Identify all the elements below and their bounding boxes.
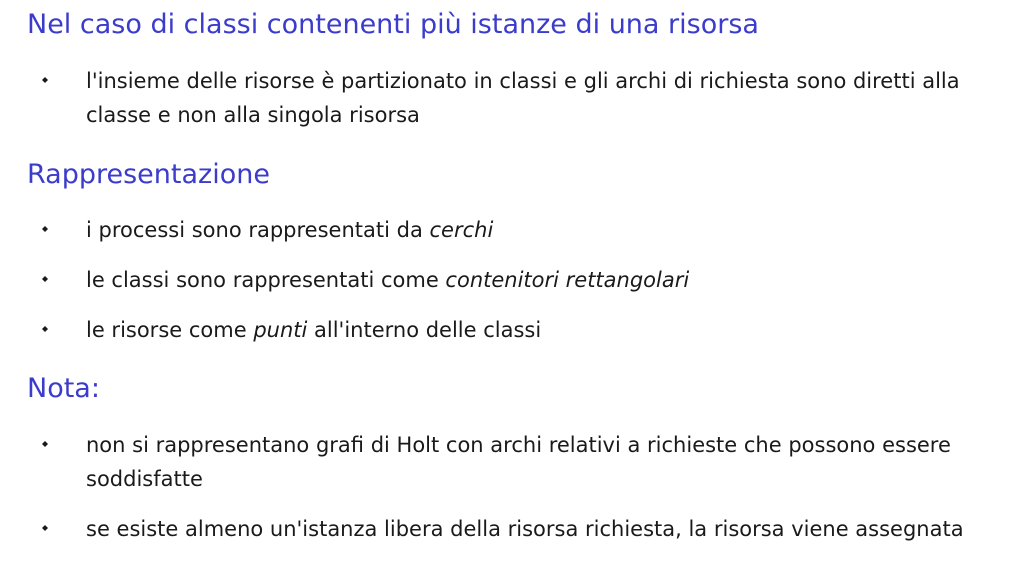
text-run: se esiste almeno un'istanza libera della risorsa richiesta, la risorsa viene assegnata — [86, 517, 964, 541]
text-run: all'interno delle classi — [307, 318, 542, 342]
text-run: non si rappresentano grafi di Holt con archi relativi a richieste che possono essere soddisfatte — [86, 433, 951, 491]
text-run: le classi sono rappresentati come — [86, 268, 446, 292]
section-heading: Nota: — [27, 373, 100, 404]
list-item-text — [86, 64, 1021, 132]
text-run: le risorse come — [86, 318, 254, 342]
section-heading: Nel caso di classi contenenti più istanze di una risorsa — [27, 9, 759, 40]
list-item-text — [86, 263, 1021, 297]
diamond-bullet-icon — [42, 77, 48, 83]
text-run: l'insieme delle risorse è partizionato in classi e gli archi di richiesta sono diretti alla classe e non alla singola risorsa — [86, 69, 960, 127]
diamond-bullet-icon — [42, 326, 48, 332]
diamond-bullet-icon — [42, 525, 48, 531]
list-item-text — [86, 313, 1021, 347]
list-item-text — [86, 428, 1021, 496]
diamond-bullet-icon — [42, 441, 48, 447]
list-item-text — [86, 512, 1021, 546]
text-run-italic: contenitori rettangolari — [445, 268, 690, 292]
text-run-italic: cerchi — [429, 218, 494, 242]
diamond-bullet-icon — [42, 276, 48, 282]
section-heading: Rappresentazione — [27, 159, 270, 190]
list-item-text — [86, 213, 1021, 247]
diamond-bullet-icon — [42, 226, 48, 232]
text-run-italic: punti — [253, 318, 308, 342]
text-run: i processi sono rappresentati da — [86, 218, 430, 242]
